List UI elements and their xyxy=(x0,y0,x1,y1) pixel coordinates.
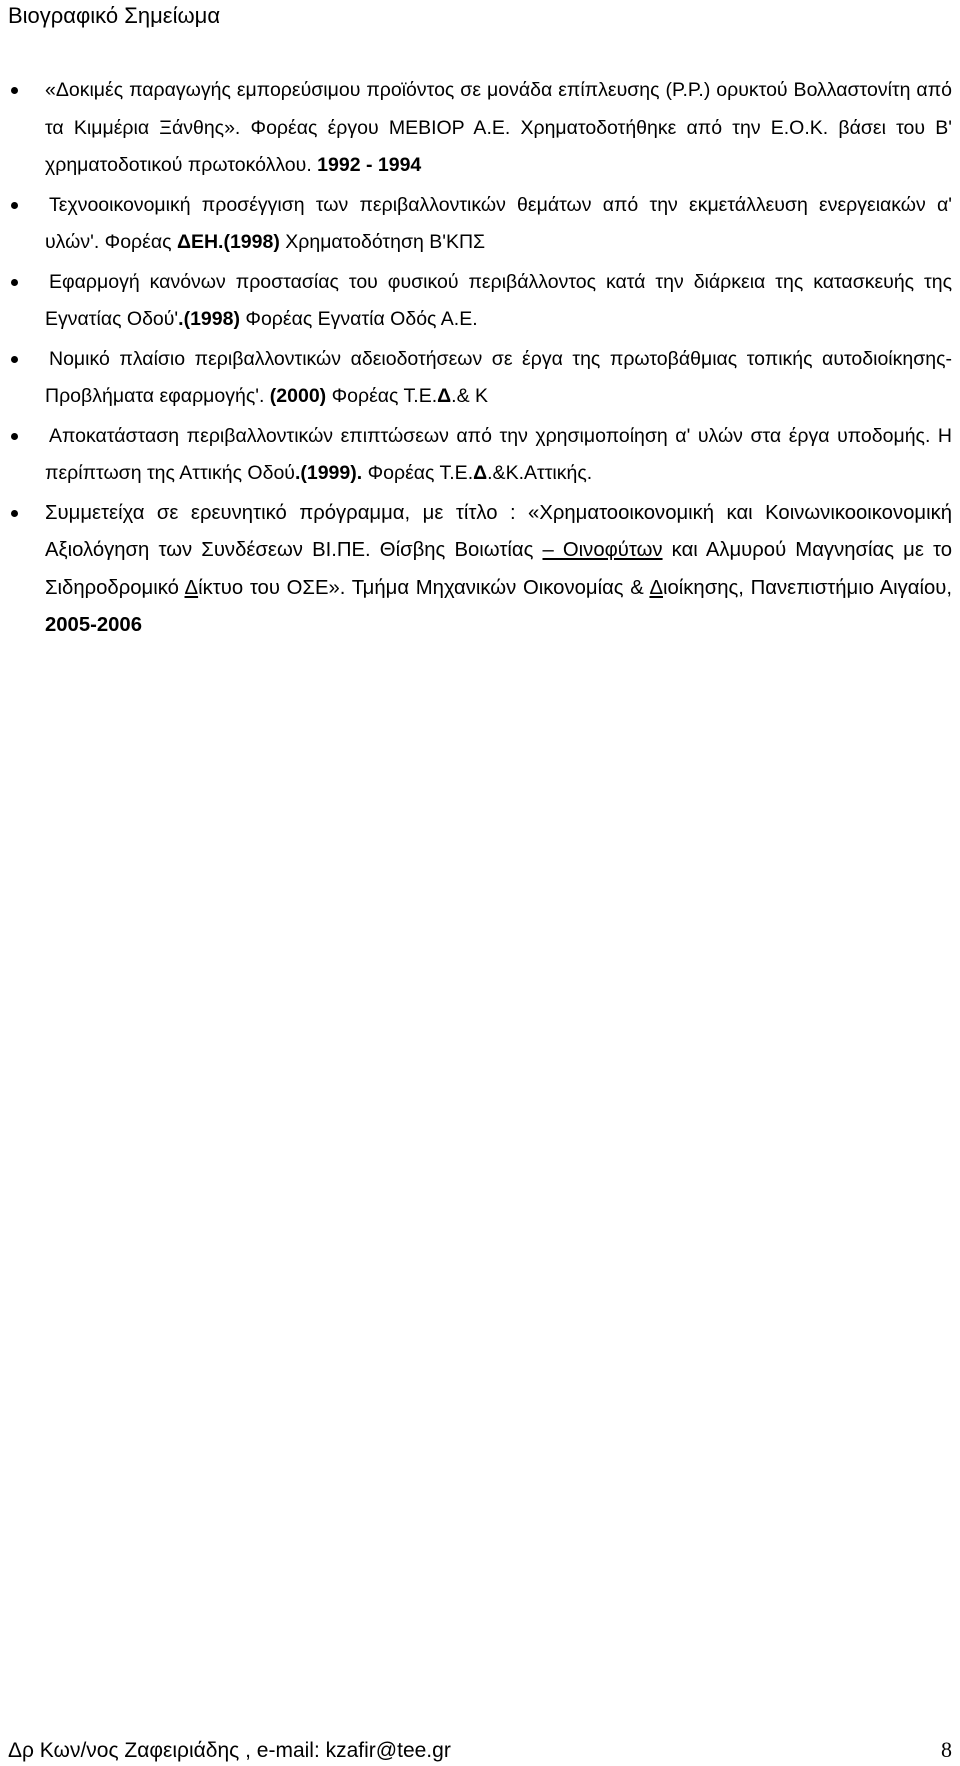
project-list xyxy=(0,72,960,647)
bullet-icon xyxy=(11,356,18,363)
item-year: .(1999). xyxy=(294,462,363,484)
item-period: 1992 - 1994 xyxy=(317,154,422,176)
item-text: Εφαρμογή κανόνων προστασίας του φυσικού περιβάλλοντος κατά την διάρκεια της κατασκευής της Εγνατίας Οδού' xyxy=(45,270,952,330)
bullet-icon xyxy=(11,510,18,517)
item-text-underlined-letter: Δ xyxy=(184,576,199,599)
item-text-agency: Φορέας Τ.Ε. xyxy=(326,385,438,407)
bullet-icon xyxy=(11,433,18,440)
item-text: Τεχνοοικονομική προσέγγιση των περιβαλλοντικών θεμάτων από την εκμετάλλευση ενεργειακών α' υλών'. Φορέας xyxy=(45,193,952,253)
item-text-cont2: ίκτυο του ΟΣΕ». Τμήμα Μηχανικών Οικονομίας & xyxy=(198,576,650,599)
page-number: 8 xyxy=(941,1737,952,1762)
item-text-underlined: – Οινοφύτων xyxy=(542,539,663,561)
item-text: Νομικό πλαίσιο περιβαλλοντικών αδειοδοτήσεων σε έργα της πρωτοβάθμιας τοπικής αυτοδιοίκησης- Προβλήματα εφαρμογής'. xyxy=(45,347,952,407)
item-year: .(1998) xyxy=(178,308,240,330)
item-text-agency-end: .&Κ.Αττικής. xyxy=(487,462,593,484)
list-item xyxy=(0,495,960,645)
item-year: ΔΕΗ.(1998) xyxy=(176,231,280,253)
bullet-icon xyxy=(11,87,18,94)
item-text-bold-letter: Δ xyxy=(473,462,488,484)
list-item xyxy=(0,187,960,262)
item-text: Συμμετείχα σε ερευνητικό πρόγραμμα, με τίτλο : «Χρηματοοικονομική και Κοινωνικοοικονομική Αξιολόγηση των Συνδέσεων ΒΙ.ΠΕ. Θίσβης Βοιωτίας xyxy=(45,501,952,561)
item-text: Αποκατάσταση περιβαλλοντικών επιπτώσεων από την χρησιμοποίηση α' υλών στα έργα υποδομής. Η περίπτωση της Αττικής Οδού xyxy=(45,424,952,484)
item-text-underlined-letter2: Δ xyxy=(649,576,663,599)
list-item xyxy=(0,418,960,493)
item-period: 2005-2006 xyxy=(45,614,142,636)
item-text: «Δοκιμές παραγωγής εμπορεύσιμου προϊόντος σε μονάδα επίπλευσης (Ρ.Ρ.) ορυκτού Βολλαστονίτη από τα Κιμμέρια Ξάνθης». Φορέας έργου ΜΕΒΙΟΡ Α.Ε. Χρηματοδοτήθηκε από την Ε.Ο.Κ. βάσει του Β' χρηματοδοτικού πρωτοκόλλου. xyxy=(45,79,952,176)
footer-author: Δρ Κων/νος Ζαφειριάδης , e-mail: kzafir@tee.gr xyxy=(8,1739,451,1762)
list-item xyxy=(0,72,960,185)
bullet-icon xyxy=(11,279,18,286)
item-text-agency: Φορέας Εγνατία Οδός Α.Ε. xyxy=(239,308,478,330)
list-item xyxy=(0,264,960,339)
page-title: Βιογραφικό Σημείωμα xyxy=(8,3,221,28)
item-text-funding: Χρηματοδότηση Β'ΚΠΣ xyxy=(279,231,486,253)
item-text-agency-end: .& Κ xyxy=(451,385,489,407)
item-text-cont3: ιοίκησης, Πανεπιστήμιο Αιγαίου, xyxy=(663,576,952,599)
item-text-agency: Φορέας Τ.Ε. xyxy=(362,462,474,484)
item-text-cont: και Αλμυρού Μαγνησίας με το Σιδηροδρομικό xyxy=(45,539,953,599)
item-text-bold-letter: Δ xyxy=(437,385,452,407)
list-item xyxy=(0,341,960,416)
item-year: (2000) xyxy=(269,385,327,407)
bullet-icon xyxy=(11,202,18,209)
